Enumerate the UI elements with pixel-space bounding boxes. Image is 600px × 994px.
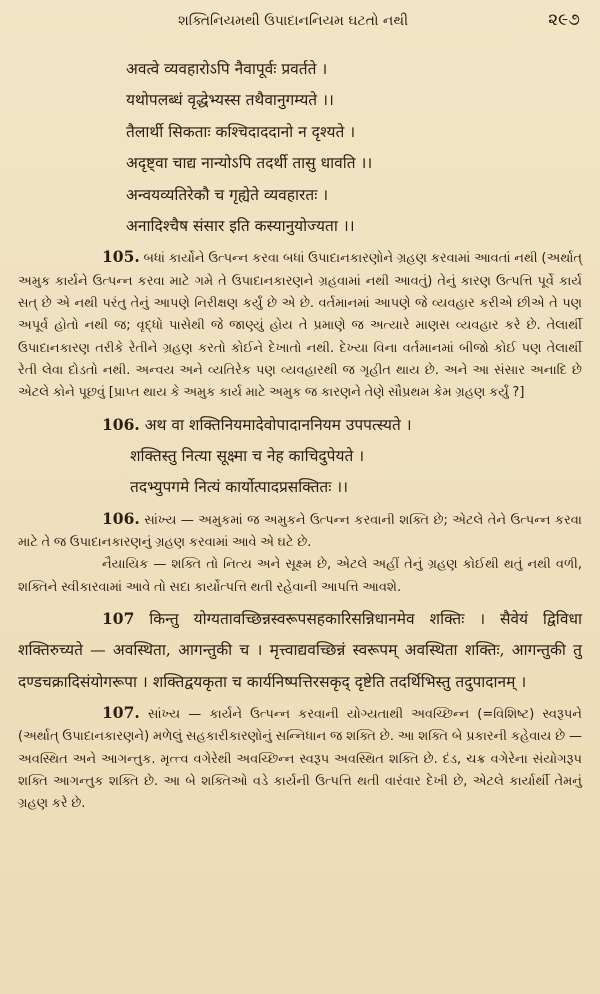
verse-line: तैलार्थी सिकताः कश्चिदाददानो न दृश्यते ।	[126, 122, 356, 141]
commentary-text: સાંખ્ય — અમુકમાં જ અમુકને ઉત્પન્ન કરવાની શક્તિ છે; એટલે તેને ઉત્પન્ન કરવા માટે તે જ ઉપાદાનકારણનું ગ્રહણ કરવામાં આવે એ ઘટે છે.	[18, 512, 582, 551]
sanskrit-text: किन्तु योग्यतावच्छिन्नस्वरूपसहकारिसन्निधानमेव शक्तिः । सैवेयं द्विविधा शक्तिरुच्यते — अवस्थिता, आगन्तुकी च । मृत्त्वाद्यवच्छिन्नं स्वरूपम् अवस्थिता शक्तिः, आगन्तुकी तु दण्डचक्रादिसंयोगरूपा । शक्तिद्वयकृता च कार्यनिष्पत्तिरसकृद् दृष्टेति तदर्थिभिस्तु तदुपादानम् ।	[18, 609, 582, 691]
running-header	[18, 10, 582, 30]
running-title: શક્તિનિયમથી ઉપાદાનનિયમ ઘટતો નથી	[178, 13, 409, 29]
section-number: 107	[102, 608, 135, 628]
commentary-text: સાંખ્ય — કાર્યને ઉત્પન્ન કરવાની યોગ્યતાથી અવચ્છિન્ન (=વિશિષ્ટ) સ્વરૂપને (અર્થાત્ ઉપાદાનકારણને) મળેલું સહકારીકારણોનું સન્નિધાન જ શક્તિ છે. આ શક્તિ બે પ્રકારની કહેવાય છે — અવસ્થિત અને આગન્તુક. મૃત્ત્વ વગેરેથી અવચ્છિન્ન સ્વરૂપ અવસ્થિત શક્તિ છે. દંડ, ચક્ર વગેરેના સંયોગરૂપ શક્તિ આગન્તુક શક્તિ છે. આ બે શક્તિઓ વડે કાર્યની ઉત્પત્તિ થતી વારંવાર દેખી છે, એટલે કાર્યાર્થી તેમનું ગ્રહણ કરે છે.	[18, 707, 582, 812]
commentary-106b: નૈયાયિક — શક્તિ તો નિત્ય અને સૂક્ષ્મ છે, એટલે અહીં તેનું ગ્રહણ કોઈથી થતું નથી વળી, શક્તિને સ્વીકારવામાં આવે તો સદા કાર્યોત્પત્તિ થતી રહેવાની આપત્તિ આવશે.	[18, 557, 582, 595]
verse-line: अनादिश्चैष संसार इति कस्यानुयोज्यता ।।	[126, 217, 355, 236]
section-number: 105.	[102, 247, 140, 267]
sanskrit-head-106	[18, 409, 582, 441]
sanskrit-para-107	[18, 603, 582, 698]
verse-line: शक्तिस्तु नित्या सूक्ष्मा च नेह काचिदुपेयते ।	[130, 446, 365, 465]
commentary-105	[18, 246, 582, 404]
verse-block-top	[18, 54, 582, 242]
section-number: 107.	[102, 703, 140, 723]
section-number: 106.	[102, 414, 140, 434]
section-number: 106.	[102, 508, 140, 528]
verse-line: तदभ्युपगमे नित्यं कार्योत्पादप्रसक्तितः ।।	[130, 478, 349, 497]
commentary-text: બધાં કાર્યોને ઉત્પન્ન કરવા બધાં ઉપાદાનકારણોને ગ્રહણ કરવામાં આવતાં નથી (અર્થાત્ અમુક કાર્યને ઉત્પન્ન કરવા માટે ગમે તે ઉપાદાનકારણને ગ્રહવામાં નથી આવતું) તેનું કારણ ઉત્પત્તિ પૂર્વે કાર્ય સત્ છે એ નથી પરંતુ તેનું આપણે નિરીક્ષણ કર્યું છે એ છે. વર્તમાનમાં આપણે જે વ્યવહાર કરીએ છીએ તે પણ અપૂર્વ હોતો નથી જ; વૃદ્ધો પાસેથી જે જાણ્યું હોય તે પ્રમાણે જ અત્યારે માણસ વ્યવહાર કરે છે. તેલાર્થી ઉપાદાનકારણ તરીકે રેતીને ગ્રહણ કરતો કોઈને દેખાતો નથી. દેખ્યા વિના વર્તમાનમાં બીજો કોઈ પણ તેલાર્થી રેતી લેવા દોડતો નથી. અન્વય અને વ્યતિરેક પણ વ્યવહારથી જ ગૃહીત થાય છે. અને આ સંસાર અનાદિ છે એટલે કોને પૂછવું [પ્રાપ્ત થાય કે અમુક કાર્ય માટે અમુક જ કારણને તેણે સૌપ્રથમ કેમ ગ્રહણ કર્યું ?]	[18, 251, 582, 401]
verse-line: अवत्वे व्यवहारोऽपि नैवापूर्वः प्रवर्तते ।	[126, 60, 328, 78]
commentary-107	[18, 702, 582, 815]
verse-line: यथोपलब्धं वृद्धेभ्यस्स तथैवानुगम्यते ।।	[126, 91, 334, 110]
verse-line: अदृष्ट्वा चाद्य नान्योऽपि तदर्थी तासु धावति ।।	[126, 154, 373, 173]
page-number: ૨૯૭	[548, 10, 580, 30]
sanskrit-text: अथ वा शक्तिनियमादेवोपादाननियम उपपत्स्यते ।	[144, 415, 412, 434]
verse-line: अन्वयव्यतिरेकौ च गृह्येते व्यवहारतः ।	[126, 185, 329, 204]
commentary-106a	[18, 508, 582, 555]
